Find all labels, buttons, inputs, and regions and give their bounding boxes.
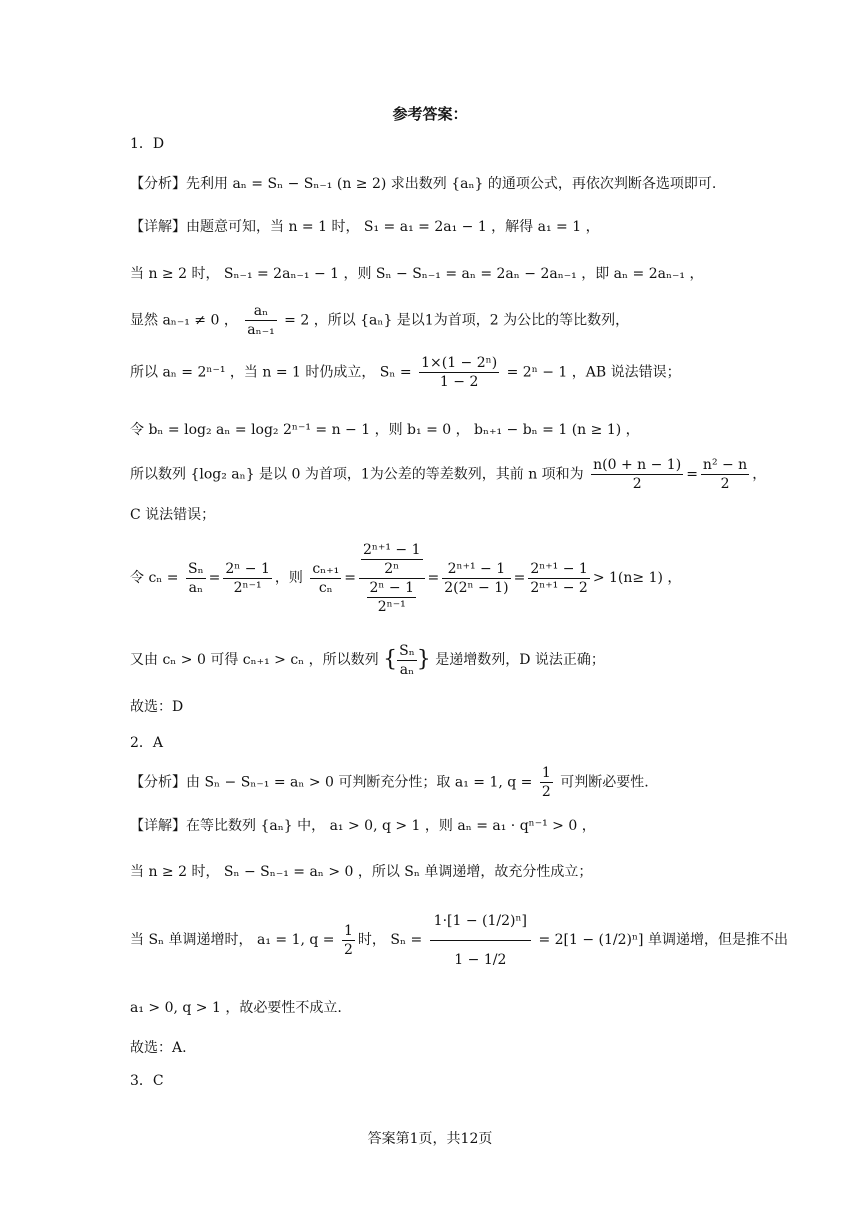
frac-denominator: cₙ bbox=[318, 579, 333, 596]
q1-seq-fraction bbox=[397, 642, 417, 679]
q3-number: 3．C bbox=[130, 1073, 164, 1089]
q2-detail-3 bbox=[130, 900, 788, 984]
q2-analysis-a: 【分析】由 Sₙ − Sₙ₋₁ = aₙ > 0 可判断充分性；取 a₁ = 1, q = bbox=[130, 774, 533, 791]
q1-choice: 故选：D bbox=[130, 699, 184, 715]
frac-denominator: 2ⁿ bbox=[384, 560, 400, 577]
q1-detail-4b: = 2ⁿ − 1 ，AB 说法错误； bbox=[506, 364, 681, 381]
q1-final-fraction bbox=[528, 560, 590, 597]
q1-c-fraction bbox=[186, 560, 206, 597]
frac-numerator: 1·[1 − (1/2)ⁿ] bbox=[430, 902, 531, 941]
frac-numerator: Sₙ bbox=[399, 642, 415, 659]
q2-analysis bbox=[130, 764, 750, 801]
frac-numerator: 2ⁿ⁺¹ − 1 bbox=[362, 541, 421, 558]
q2-detail-1: 【详解】在等比数列 {aₙ} 中， a₁ > 0, q > 1 ，则 aₙ = a₁ · qⁿ⁻¹ > 0 ， bbox=[130, 818, 596, 834]
q1-c-value-fraction bbox=[223, 560, 272, 597]
frac-numerator: aₙ bbox=[245, 302, 276, 321]
inner-fraction-top bbox=[361, 541, 423, 578]
frac-denominator: 2ⁿ⁻¹ bbox=[377, 598, 406, 615]
q1-compound-fraction bbox=[359, 541, 425, 616]
q2-detail-3a: 当 Sₙ 单调递增时， a₁ = 1, q = bbox=[130, 932, 335, 948]
frac-denominator: aₙ₋₁ bbox=[247, 322, 275, 338]
frac-denominator: 2(2ⁿ − 1) bbox=[444, 579, 509, 596]
frac-denominator: 2 bbox=[344, 941, 353, 958]
frac-denominator: 2 bbox=[541, 784, 551, 800]
frac-denominator: 2ⁿ⁻¹ bbox=[233, 579, 262, 596]
q1-detail-8b: ，则 bbox=[274, 570, 303, 586]
q1-simplified-fraction bbox=[442, 560, 510, 597]
q1-detail-9b: 是递增数列，D 说法正确； bbox=[435, 652, 605, 668]
q1-detail-3b: = 2 ，所以 {aₙ} 是以1为首项，2 为公比的等比数列， bbox=[284, 312, 630, 329]
q1-detail-9a: 又由 cₙ > 0 可得 cₙ₊₁ > cₙ ，所以数列 bbox=[130, 652, 379, 668]
q1-sum-fraction bbox=[419, 354, 499, 391]
frac-numerator: 2ⁿ − 1 bbox=[225, 560, 270, 577]
frac-denominator: 2 bbox=[720, 476, 730, 492]
q1-detail-5: 令 bₙ = log₂ aₙ = log₂ 2ⁿ⁻¹ = n − 1 ，则 b₁ = 0 ， bₙ₊₁ − bₙ = 1 (n ≥ 1) ， bbox=[130, 422, 640, 438]
q2-detail-2: 当 n ≥ 2 时， Sₙ − Sₙ₋₁ = aₙ > 0 ，所以 Sₙ 单调递增，故充分性成立； bbox=[130, 864, 593, 880]
frac-numerator: n(0 + n − 1) bbox=[593, 457, 682, 473]
q2-analysis-b: 可判断必要性. bbox=[560, 774, 649, 791]
q2-detail-3d: = 2[1 − (1/2)ⁿ] 单调递增，但是推不出 bbox=[538, 932, 788, 948]
frac-numerator: cₙ₊₁ bbox=[312, 560, 340, 577]
q2-q-fraction bbox=[342, 922, 355, 959]
frac-denominator: aₙ bbox=[399, 661, 415, 678]
q1-detail-8c: > 1(n≥ 1) ， bbox=[592, 570, 682, 586]
left-brace: { bbox=[383, 647, 398, 672]
right-brace: } bbox=[416, 647, 431, 672]
frac-numerator: 2ⁿ − 1 bbox=[369, 579, 414, 596]
q1-detail-1: 【详解】由题意可知，当 n = 1 时， S₁ = a₁ = 2a₁ − 1 ，解得 a₁ = 1 ， bbox=[130, 219, 600, 235]
frac-denominator: aₙ bbox=[188, 579, 204, 596]
frac-numerator: 2ⁿ⁺¹ − 1 bbox=[530, 560, 588, 577]
q1-number: 1．D bbox=[130, 136, 165, 152]
page-footer: 答案第1页，共12页 bbox=[367, 1131, 493, 1147]
q1-detail-6-end: ， bbox=[752, 466, 767, 483]
q1-detail-3 bbox=[130, 302, 750, 339]
q2-detail-3b: 时， bbox=[357, 932, 386, 948]
frac-numerator: Sₙ bbox=[187, 560, 204, 577]
inner-fraction-bottom bbox=[367, 579, 416, 616]
frac-numerator bbox=[359, 541, 425, 579]
q1-sum-fraction-1 bbox=[591, 456, 683, 493]
q1-detail-6: 所以数列 {log₂ aₙ} 是以 0 为首项，1为公差的等差数列，其前 n 项和为 $\frac{n(0 + n - 1)}{2}$ = $\frac{\text{n² − n}}{2}$ ， bbox=[130, 457, 767, 492]
q1-detail-6a: 所以数列 {log₂ aₙ} 是以 0 为首项，1为公差的等差数列，其前 n 项和为 bbox=[130, 466, 584, 483]
frac-numerator: 1 bbox=[344, 922, 353, 939]
frac-numerator: 1×(1 − 2ⁿ) bbox=[421, 355, 498, 371]
frac-denominator: 1 − 2 bbox=[439, 374, 479, 390]
q1-ratio-fraction bbox=[245, 302, 276, 339]
q1-analysis: 【分析】先利用 aₙ = Sₙ − Sₙ₋₁ (n ≥ 2) 求出数列 {aₙ} 的通项公式，再依次判断各选项即可. bbox=[130, 176, 717, 192]
frac-numerator: 2ⁿ⁺¹ − 1 bbox=[442, 560, 510, 579]
q2-half-fraction bbox=[540, 764, 553, 801]
q1-detail-4 bbox=[130, 354, 750, 391]
q2-detail-3c: Sₙ = bbox=[390, 932, 423, 948]
q1-detail-7: C 说法错误； bbox=[130, 507, 216, 523]
frac-denominator bbox=[359, 579, 425, 616]
frac-denominator: 2 bbox=[632, 476, 642, 492]
page-title: 参考答案： bbox=[392, 105, 468, 123]
q1-sum-fraction-2 bbox=[701, 456, 749, 493]
q2-number: 2．A bbox=[130, 735, 164, 751]
q2-choice: 故选：A. bbox=[130, 1040, 187, 1056]
q2-detail-4: a₁ > 0, q > 1 ，故必要性不成立. bbox=[130, 1000, 342, 1016]
q1-detail-3a: 显然 aₙ₋₁ ≠ 0 ， bbox=[130, 312, 238, 329]
q2-sum-fraction bbox=[430, 902, 531, 979]
q1-detail-8a: 令 cₙ = bbox=[130, 570, 179, 586]
frac-denominator: 1 − 1/2 bbox=[454, 951, 507, 968]
q1-detail-4a: 所以 aₙ = 2ⁿ⁻¹ ，当 n = 1 时仍成立， Sₙ = bbox=[130, 364, 412, 381]
frac-numerator: 1 bbox=[541, 765, 551, 781]
frac-numerator: n² − n bbox=[702, 457, 748, 473]
q1-detail-2: 当 n ≥ 2 时， Sₙ₋₁ = 2aₙ₋₁ − 1 ，则 Sₙ − Sₙ₋₁ = aₙ = 2aₙ − 2aₙ₋₁ ，即 aₙ = 2aₙ₋₁ ， bbox=[130, 266, 704, 282]
q1-detail-9 bbox=[130, 640, 750, 680]
q1-detail-8: 令 cₙ = $\frac{\text{Sₙ}}{\text{aₙ}}$ = $\frac{\text{2ⁿ − 1}}{\text{2ⁿ⁻¹}}$ ，则 $\frac{\text{cₙ₊₁}}{\text{cₙ}}$ = $\frac{\frac{\text{2ⁿ⁺¹ − 1}}{\text{2ⁿ}}}{\frac{\text{2ⁿ − 1}}{\text{2ⁿ⁻¹}}}$ = $\frac{\text{2ⁿ⁺¹ − 1}}{\text{2(2ⁿ − 1)}}$ = $\frac{\text{2ⁿ⁺¹ − 1}}{\text{2ⁿ⁺¹ − 2}}$ > 1(n≥ 1) ， bbox=[130, 541, 682, 615]
frac-denominator: 2ⁿ⁺¹ − 2 bbox=[530, 579, 588, 596]
q1-ratio-c-fraction bbox=[310, 560, 341, 597]
